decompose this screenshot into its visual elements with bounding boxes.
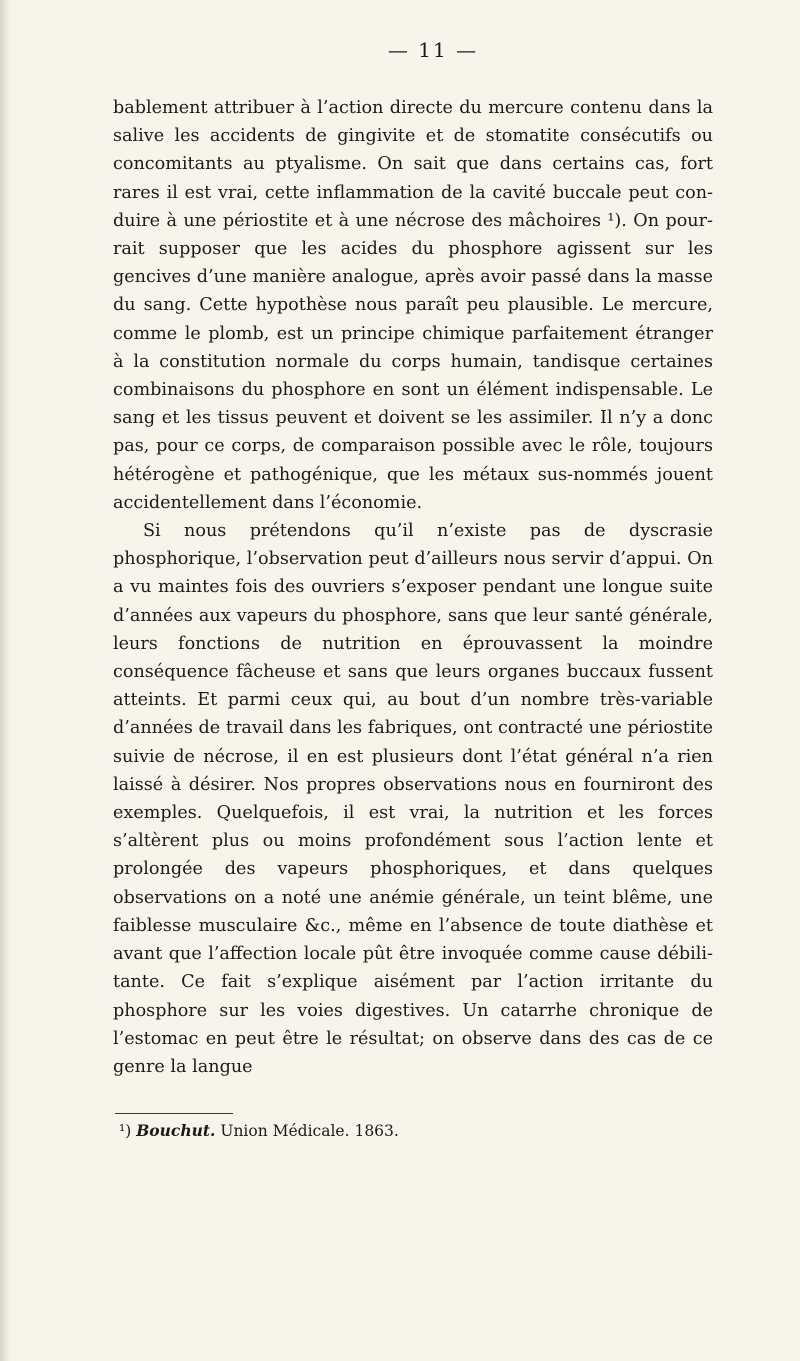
book-page [113, 30, 713, 1142]
footnote-marker: ¹) [119, 1122, 132, 1141]
paragraph-1: bablement attribuer à l’action directe du mercure contenu dans la salive les accidents de gingivite et de stomatite consécutifs ou concomitants au ptyalisme. On sait que dans certains cas, fort rares il est vrai, cette inflammation de la cavité buccale peut conduire à une périostite et à une nécrose des mâchoires ¹). On pourrait supposer que les acides du phosphore agissent sur les gencives d’une manière analogue, après avoir passé dans la masse du sang. Cette hypothèse nous paraît peu plausible. Le mercure, comme le plomb, est un principe chimique parfaitement étranger à la constitution normale du corps humain, tandisque certaines combinaisons du phosphore en sont un élément indispensable. Le sang et les tissus peuvent et doivent se les assimiler. Il n’y a donc pas, pour ce corps, de comparaison possible avec le rôle, toujours hétérogène et pathogénique, que les métaux sus-nommés jouent accidentellement dans l’économie. [113, 98, 713, 513]
paragraph-2: Si nous prétendons qu’il n’existe pas de dyscrasie phosphorique, l’observation peut d’ailleurs nous servir d’appui. On a vu maintes fois des ouvriers s’exposer pendant une longue suite d’années aux vapeurs du phosphore, sans que leur santé générale, leurs fonctions de nutrition en éprouvassent la moindre conséquence fâcheuse et sans que leurs organes buccaux fussent atteints. Et parmi ceux qui, au bout d’un nombre très-variable d’années de travail dans les fabriques, ont contracté une périostite suivie de nécrose, il en est plusieurs dont l’état général n’a rien laissé à désirer. Nos propres observations nous en fourniront des exemples. Quelquefois, il est vrai, la nutrition et les forces s’altèrent plus ou moins profondément sous l’action lente et prolongée des vapeurs phosphoriques, et dans quelques observations on a noté une anémie générale, un teint blême, une faiblesse musculaire &c., même en l’absence de toute diathèse et avant que l’affection locale pût être invoquée comme cause débilitante. Ce fait s’explique aisément par l’action irritante du phosphore sur les voies digestives. Un catarrhe chronique de l’estomac en peut être le résultat; on observe dans des cas de ce genre la langue [113, 521, 713, 1077]
footnote-author: Bouchut. [136, 1121, 216, 1141]
body-text [113, 94, 713, 1081]
footnote-source: Union Médicale. 1863. [220, 1122, 399, 1141]
footnote-rule [115, 1113, 233, 1114]
page-binding-edge [0, 0, 10, 1361]
page-number: — 11 — [387, 38, 479, 62]
footnote [119, 1120, 713, 1142]
